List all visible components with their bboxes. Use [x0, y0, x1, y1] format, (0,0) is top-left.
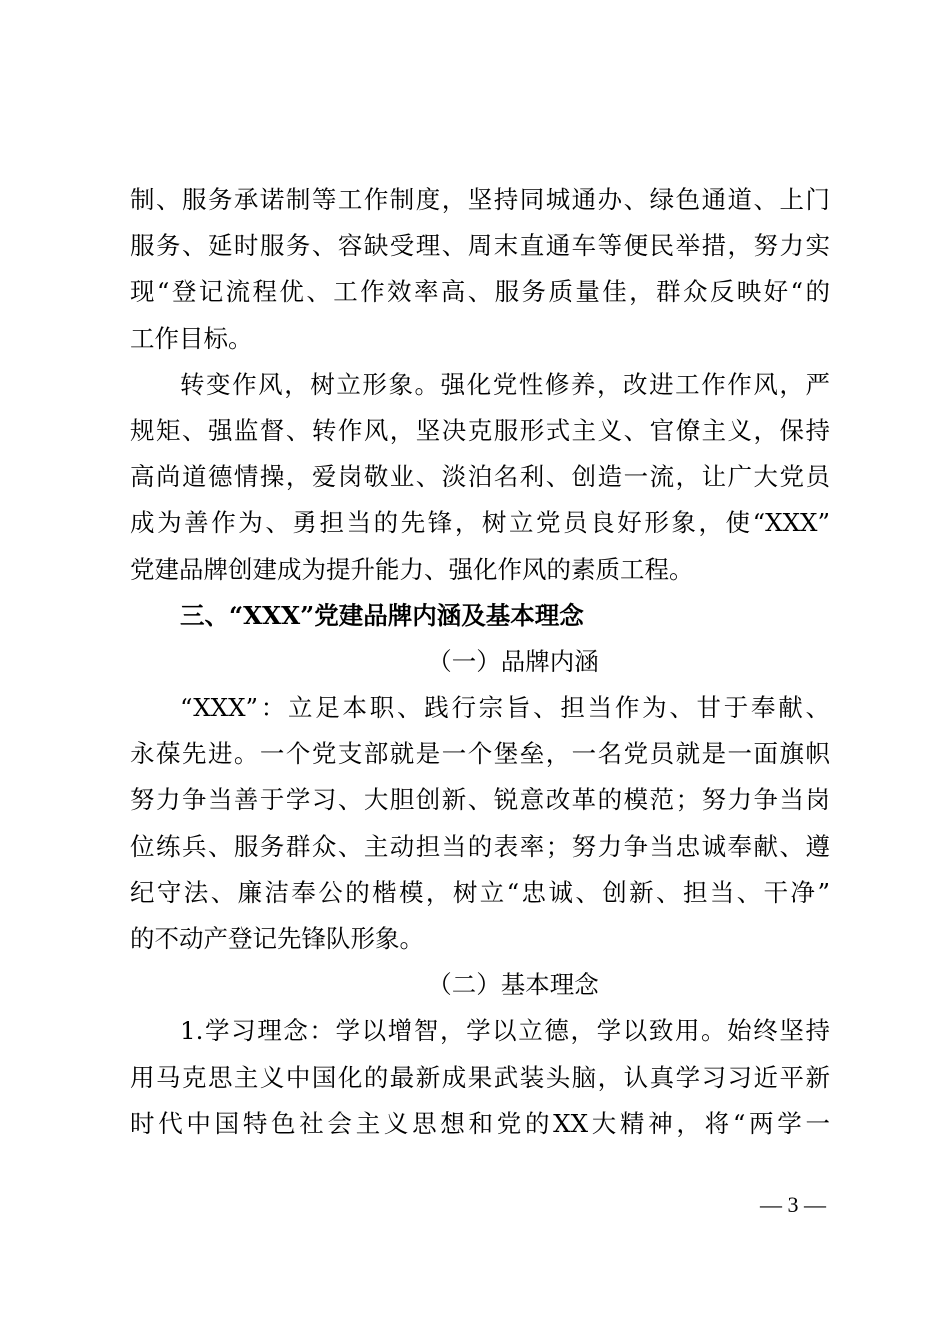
- document-body: [130, 177, 830, 1147]
- text-line: 工作目标。: [130, 323, 253, 353]
- text-line: 努力争当善于学习、大胆创新、锐意改革的模范；努力争当岗: [130, 785, 830, 815]
- text-line: 党建品牌创建成为提升能力、强化作风的素质工程。: [130, 554, 694, 584]
- section-heading: 三、“XXX”党建品牌内涵及基本理念: [180, 600, 584, 630]
- text-line: 现“登记流程优、工作效率高、服务质量佳，群众反映好“的: [130, 277, 830, 307]
- text-line: 服务、延时服务、容缺受理、周末直通车等便民举措，努力实: [130, 231, 830, 261]
- text-line: 制、服务承诺制等工作制度，坚持同城通办、绿色通道、上门: [130, 185, 830, 214]
- text-line: 时代中国特色社会主义思想和党的XX大精神，将“两学一: [130, 1108, 830, 1138]
- text-line: 高尚道德情操，爱岗敬业、淡泊名利、创造一流，让广大党员: [130, 462, 830, 492]
- page-number: — 3 —: [760, 1192, 826, 1217]
- text-line: 永葆先进。一个党支部就是一个堡垒，一名党员就是一面旗帜: [130, 739, 830, 769]
- text-line: 用马克思主义中国化的最新成果武装头脑，认真学习习近平新: [130, 1062, 830, 1092]
- text-line: 的不动产登记先锋队形象。: [130, 924, 424, 953]
- text-line: “XXX”：立足本职、践行宗旨、担当作为、甘于奉献、: [180, 693, 830, 723]
- text-line: 位练兵、服务群众、主动担当的表率；努力争当忠诚奉献、遵: [130, 831, 830, 861]
- text-line: 1.学习理念：学以增智，学以立德，学以致用。始终坚持: [180, 1016, 830, 1046]
- text-line: 成为善作为、勇担当的先锋，树立党员良好形象，使“XXX”: [130, 508, 830, 538]
- text-line: 转变作风，树立形象。强化党性修养，改进工作作风，严: [180, 369, 830, 399]
- text-line: 规矩、强监督、转作风，坚决克服形式主义、官僚主义，保持: [130, 415, 830, 445]
- text-line: 纪守法、廉洁奉公的楷模，树立“忠诚、创新、担当、干净”: [130, 877, 830, 907]
- subsection-heading: （一）品牌内涵: [427, 646, 599, 676]
- subsection-heading: （二）基本理念: [427, 970, 599, 1000]
